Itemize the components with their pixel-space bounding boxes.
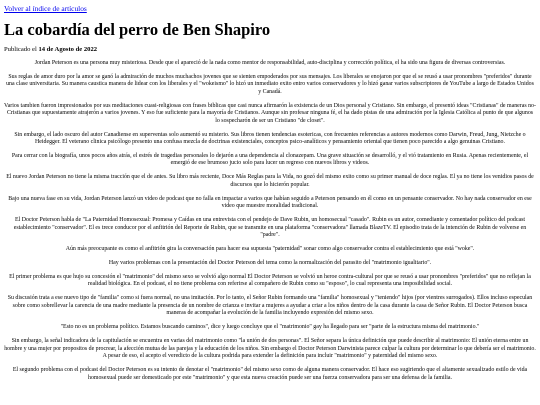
published-date: 14 de Agosto de 2022 <box>38 46 98 53</box>
article-title: La cobardía del perro de Ben Shapiro <box>4 20 271 39</box>
article-paragraph: El segundo problema con el podcast del Doctor Peterson es su intento de denotar el "matrimonio" del mismo sexo como de alguna manera conservador. El hace eso sugiriendo que el altamente sexualizado estilo de vida homosexual puede ser domesticado por este "matrimonio" y que esta nueva creación puede ser una fuerza conservadora para ser una defensa de la familia. <box>12 367 528 381</box>
publication-line <box>4 46 536 54</box>
article-paragraph: Sin embargo, la señal indicadora de la capitulación se encuentra en varias del matrimonio como "la unión de dos personas". El Señor separa la única definición que puede describir al matrimonio: El unión eterna entre un hombre y una mujer por propositos de procrear, la afección mutua de las parejas y la educación de los niños. Sin embargo el Doctor Peterson Darwinista parece culpar la cultura por determinar lo que debería ser el matrimonio. A pesar de eso, el acepto el veredicto de la cultura podrida para extender la definición para incluir "matrimonio" y paternidad del mismo sexo. <box>4 338 536 360</box>
article-paragraph: El primer problema es que hujo su concesión el "matrimonio" del mismo sexo se volvió algo normal El Doctor Peterson se volvió un heroe contra-cultural por que se reusó a usar pronombres "preferidos" que no reflejan la realidad biológica. En el podcast, el no tiene problema con referirse al compañero de Rubin como su "esposo", lo cual representa una imposibilidad social. <box>9 274 531 288</box>
article-paragraph: Aún más preocupante es como el anfitrión gira la conversación para hacer esa supuesta "paternidad" sonar como algo conservador contra el establecimiento que está "woke". <box>65 246 475 253</box>
published-prefix: Publicado el <box>4 46 39 53</box>
article-paragraph: El nuevo Jordan Peterson no tiene la misma tracción que el de antes. Su libro más reciente, Doce Más Reglas para la Vida, no gozó del mismo exito como su primer manual de doce reglas. El ya no tiene los venidios pasos de discursos que lo hicierón popular. <box>6 174 534 188</box>
article-paragraph: "Esto no es un problema político. Estamos buscando caminos", dice y luego concluye que el "matrimonio" gay ha llegado para ser "parte de la estructura misma del matrimonio." <box>60 324 480 331</box>
article-paragraph: Su discusión trata a ese nuevo tipo de "familia" como si fuera normal, no una imitación. Por lo tanto, el Señor Rubin formando una "familia" homosexual y "teniendo" hijos (por vientres surrogados). Ellos incluso especulan sobre como sobrellevar la carencia de una madre mediante la presencia de un nombre de crianza e invitar a mujeres a ayudar a criar a los niños dentro de la casa durante la casa de Señor Rubin. El Doctor Peterson busca maneras de acompañar la evolución de la familia incluyendo expresión del mismo sexo. <box>7 295 533 317</box>
article-paragraph: Sus reglas de amor duro por la amor se ganó la admiración de muchos muchachos jovenes que se sienten empoderados por sus mensajes. Los liberales se enojaron por que el se reusó a usar pronombres "preferidos" durante una clase universitaria. Su manera caustica manera de lidear con los liberales y el "wokeismo" lo hizó un inmediato exito entro varios conservadores y lo hizó ganar varios subscriptores de YouTube a largo de Estados Unidos y Canadá. <box>6 74 534 95</box>
article-paragraph: Sin embargo, el lado oscuro del autor Canadiense en superventas solo aumentó su misterio. Sus libros tienen tendencias esotericas, con frecuentes referencias a autores modernos como Darwin, Freud, Jung, Nietzche o Heidegger. El veterano clinica psicólogo presento una confusa mezcla de doctrinas existenciales, conceptos psico-analíticos y pensamiento oriental que tienen poco parecido a algo genuinas Cristiano. <box>14 131 526 146</box>
article-paragraph: Varios tambien fueron impresionados por sus meditaciones cuasi-religiosas con frases biblicas que casi nunca afirmarón la existencia de un Dios personal y Cristiano. Sin embargo, el presentó ideas "Cristianas" de maneras no-Cristianas que supuestamente atrajerón a varios jovenes. Y eso fue suficiente para la mayoría de Cristianos. Aunque sin profesar ninguna fé, el ha dado pistas de una admiración por la Iglesia Católica al punto de que algunos lo sospecharón de ser un Cristiano "de closet". <box>4 102 536 124</box>
back-to-index-link[interactable]: Volver al índice de artículos <box>4 4 87 13</box>
article-paragraph: Para cerrar con la biografía, unos pocos años atrás, el estrés de tragedias personales lo dejarón a una dependencia al clonazepam. Una grave situación se desarrolló, y el vió tratamiento en Rusia. Apenas recientemente, el emergió de ese brumoso jucio solo para lucer un regreso con nuevos libros y videos. <box>11 153 529 167</box>
article-paragraph: Hay varios problemas con la presentación del Doctor Peterson del tema como la normalización del parasito del "matrimonio igualitario". <box>108 260 432 267</box>
article-paragraph: Jordan Peterson es una persona muy misteriosa. Desde que el apareció de la nada como mentor de responsabilidad, auto-disciplina y corrección política, el ha sido una figura de diversas controversias. <box>34 60 506 66</box>
article-paragraph: Bajo una nueva fase en su vida, Jordan Peterson lanzó un video de podcast que no falla en impactar a varios que habían seguido a Peterson pensando en él como en un pensante conservador. No hay nada conservador en ese video que muestre moralidad tradicional. <box>8 195 532 210</box>
article-paragraph: El Doctor Peterson habla de "La Paternidad Homosexual: Promesa y Caídas en una entrevista con el pendejo de Dave Rubin, un homosecual "casado". Rubin es un autor, comediante y comentador político del podcast establecimiento "conservador". El es trece conducor por el anfitrión del Reporte de Rubin, que se transmite en una plataforma "conservadora" llamada BlazeTV. El episodio trata de la intención de Rubin de volverse en "padre". <box>13 217 527 239</box>
article-body <box>4 60 536 382</box>
